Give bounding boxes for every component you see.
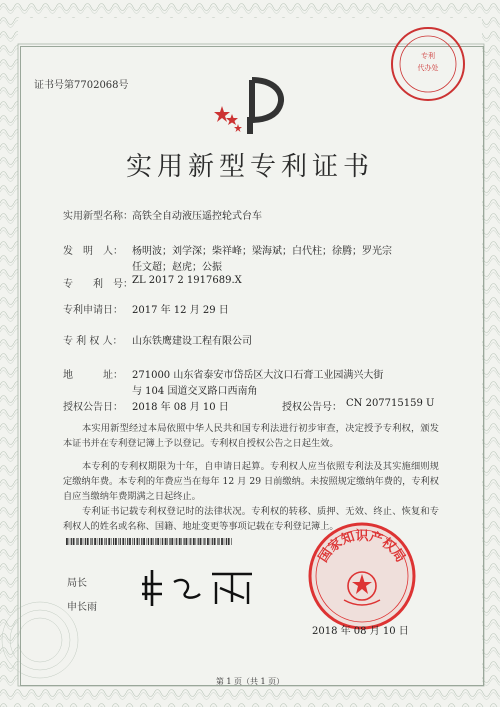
barcode bbox=[66, 538, 234, 545]
barcode-bar bbox=[92, 538, 93, 545]
barcode-bar bbox=[217, 538, 218, 545]
barcode-bar bbox=[186, 538, 188, 545]
barcode-bar bbox=[224, 538, 225, 545]
grant-number-value: CN 207715159 U bbox=[346, 398, 435, 409]
barcode-bar bbox=[129, 538, 131, 545]
barcode-bar bbox=[179, 538, 181, 545]
certificate-number: 证书号第7702068号 bbox=[34, 80, 129, 91]
corner-stamp bbox=[388, 24, 468, 104]
barcode-bar bbox=[198, 538, 199, 545]
barcode-bar bbox=[104, 538, 105, 545]
handwritten-signature bbox=[140, 566, 260, 608]
barcode-bar bbox=[66, 538, 68, 545]
address-label: 地 址： bbox=[63, 370, 123, 381]
body-paragraph: 本实用新型经过本局依照中华人民共和国专利法进行初步审查，决定授予专利权，颁发本证书并在专利登记簿上予以登记。专利权自授权公告之日起生效。 bbox=[63, 423, 439, 449]
barcode-bar bbox=[204, 538, 205, 545]
barcode-bar bbox=[73, 538, 75, 545]
barcode-bar bbox=[108, 538, 110, 545]
barcode-bar bbox=[184, 538, 185, 545]
barcode-bar bbox=[85, 538, 86, 545]
barcode-bar bbox=[147, 538, 148, 545]
barcode-bar bbox=[210, 538, 211, 545]
barcode-bar bbox=[137, 538, 139, 545]
patent-number-label: 专 利 号： bbox=[63, 279, 133, 290]
barcode-bar bbox=[176, 538, 177, 545]
barcode-bar bbox=[141, 538, 142, 545]
barcode-bar bbox=[196, 538, 197, 545]
barcode-bar bbox=[97, 538, 98, 545]
barcode-bar bbox=[226, 538, 227, 545]
barcode-bar bbox=[143, 538, 145, 545]
barcode-bar bbox=[161, 538, 162, 545]
barcode-bar bbox=[113, 538, 114, 545]
barcode-bar bbox=[127, 538, 128, 545]
barcode-bar bbox=[200, 538, 202, 545]
inventor-label: 发 明 人： bbox=[63, 246, 123, 257]
barcode-bar bbox=[181, 538, 182, 545]
grant-date-value: 2018 年 08 月 10 日 bbox=[132, 402, 229, 413]
barcode-bar bbox=[99, 538, 100, 545]
body-paragraph: 本专利的专利权期限为十年，自申请日起算。专利权人应当依照专利法及其实施细则规定缴纳年费。本专利的年费应当在每年 12 月 29 日前缴纳。未按照规定缴纳年费的，专利权自应当缴纳年费期满之日起终止。 bbox=[63, 461, 439, 502]
barcode-bar bbox=[171, 538, 173, 545]
barcode-bar bbox=[221, 538, 223, 545]
patent-number-value: ZL 2017 2 1917689.X bbox=[132, 275, 242, 286]
barcode-bar bbox=[167, 538, 168, 545]
barcode-bar bbox=[83, 538, 84, 545]
barcode-bar bbox=[207, 538, 209, 545]
barcode-bar bbox=[155, 538, 156, 545]
address-value-line2: 与 104 国道交叉路口西南角 bbox=[132, 386, 258, 397]
barcode-bar bbox=[71, 538, 72, 545]
barcode-bar bbox=[115, 538, 117, 545]
barcode-bar bbox=[157, 538, 159, 545]
signatory-name: 申长雨 bbox=[67, 602, 97, 613]
barcode-bar bbox=[139, 538, 140, 545]
barcode-bar bbox=[90, 538, 91, 545]
inventor-value-line2: 任文超；赵虎；公振 bbox=[132, 262, 222, 273]
barcode-bar bbox=[120, 538, 121, 545]
inventor-value-line1: 杨明波；刘学深；柴祥峰；梁海斌；白代柱；徐腾；罗光宗 bbox=[132, 246, 392, 257]
utility-model-name-value: 高铁全自动液压遥控轮式台车 bbox=[132, 211, 262, 222]
barcode-bar bbox=[203, 538, 204, 545]
barcode-bar bbox=[69, 538, 70, 545]
barcode-bar bbox=[231, 538, 232, 545]
utility-model-name-label: 实用新型名称： bbox=[63, 211, 133, 222]
barcode-bar bbox=[87, 538, 89, 545]
barcode-bar bbox=[125, 538, 126, 545]
svg-text:国家知识产权局: 国家知识产权局 bbox=[316, 529, 408, 566]
svg-text:代办处: 代办处 bbox=[417, 64, 439, 72]
cnipa-logo bbox=[208, 76, 292, 138]
barcode-bar bbox=[212, 538, 213, 545]
barcode-bar bbox=[122, 538, 124, 545]
svg-text:专利: 专利 bbox=[421, 52, 435, 60]
barcode-bar bbox=[153, 538, 154, 545]
filing-date-label: 专利申请日： bbox=[63, 305, 123, 316]
barcode-bar bbox=[76, 538, 77, 545]
barcode-bar bbox=[218, 538, 219, 545]
barcode-bar bbox=[118, 538, 119, 545]
seal-date: 2018 年 08 月 10 日 bbox=[312, 626, 409, 637]
certificate-title: 实用新型专利证书 bbox=[125, 152, 374, 182]
barcode-bar bbox=[228, 538, 230, 545]
grant-number-label: 授权公告号： bbox=[282, 402, 342, 413]
barcode-bar bbox=[77, 538, 78, 545]
barcode-bar bbox=[151, 538, 153, 545]
barcode-bar bbox=[106, 538, 107, 545]
address-value-line1: 271000 山东省泰安市岱岳区大汶口石膏工业园满兴大街 bbox=[132, 370, 384, 381]
barcode-bar bbox=[162, 538, 163, 545]
grant-date-label: 授权公告日： bbox=[63, 402, 123, 413]
barcode-bar bbox=[193, 538, 195, 545]
barcode-bar bbox=[80, 538, 82, 545]
patentee-label: 专 利 权 人： bbox=[63, 336, 123, 347]
barcode-bar bbox=[214, 538, 216, 545]
barcode-bar bbox=[132, 538, 133, 545]
barcode-bar bbox=[111, 538, 112, 545]
barcode-bar bbox=[190, 538, 191, 545]
barcode-bar bbox=[148, 538, 149, 545]
barcode-bar bbox=[189, 538, 190, 545]
barcode-bar bbox=[101, 538, 103, 545]
barcode-bar bbox=[134, 538, 135, 545]
patentee-value: 山东铁鹰建设工程有限公司 bbox=[132, 336, 252, 347]
barcode-bar bbox=[175, 538, 176, 545]
filing-date-value: 2017 年 12 月 29 日 bbox=[132, 305, 229, 316]
barcode-bar bbox=[94, 538, 96, 545]
signatory-title: 局长 bbox=[67, 578, 87, 589]
body-paragraph: 专利证书记载专利权登记时的法律状况。专利权的转移、质押、无效、终止、恢复和专利权人的姓名或名称、国籍、地址变更等事项记载在专利登记簿上。 bbox=[63, 506, 439, 532]
page-number: 第 1 页（共 1 页） bbox=[215, 677, 285, 686]
official-seal bbox=[306, 520, 418, 632]
barcode-bar bbox=[165, 538, 167, 545]
barcode-bar bbox=[169, 538, 170, 545]
